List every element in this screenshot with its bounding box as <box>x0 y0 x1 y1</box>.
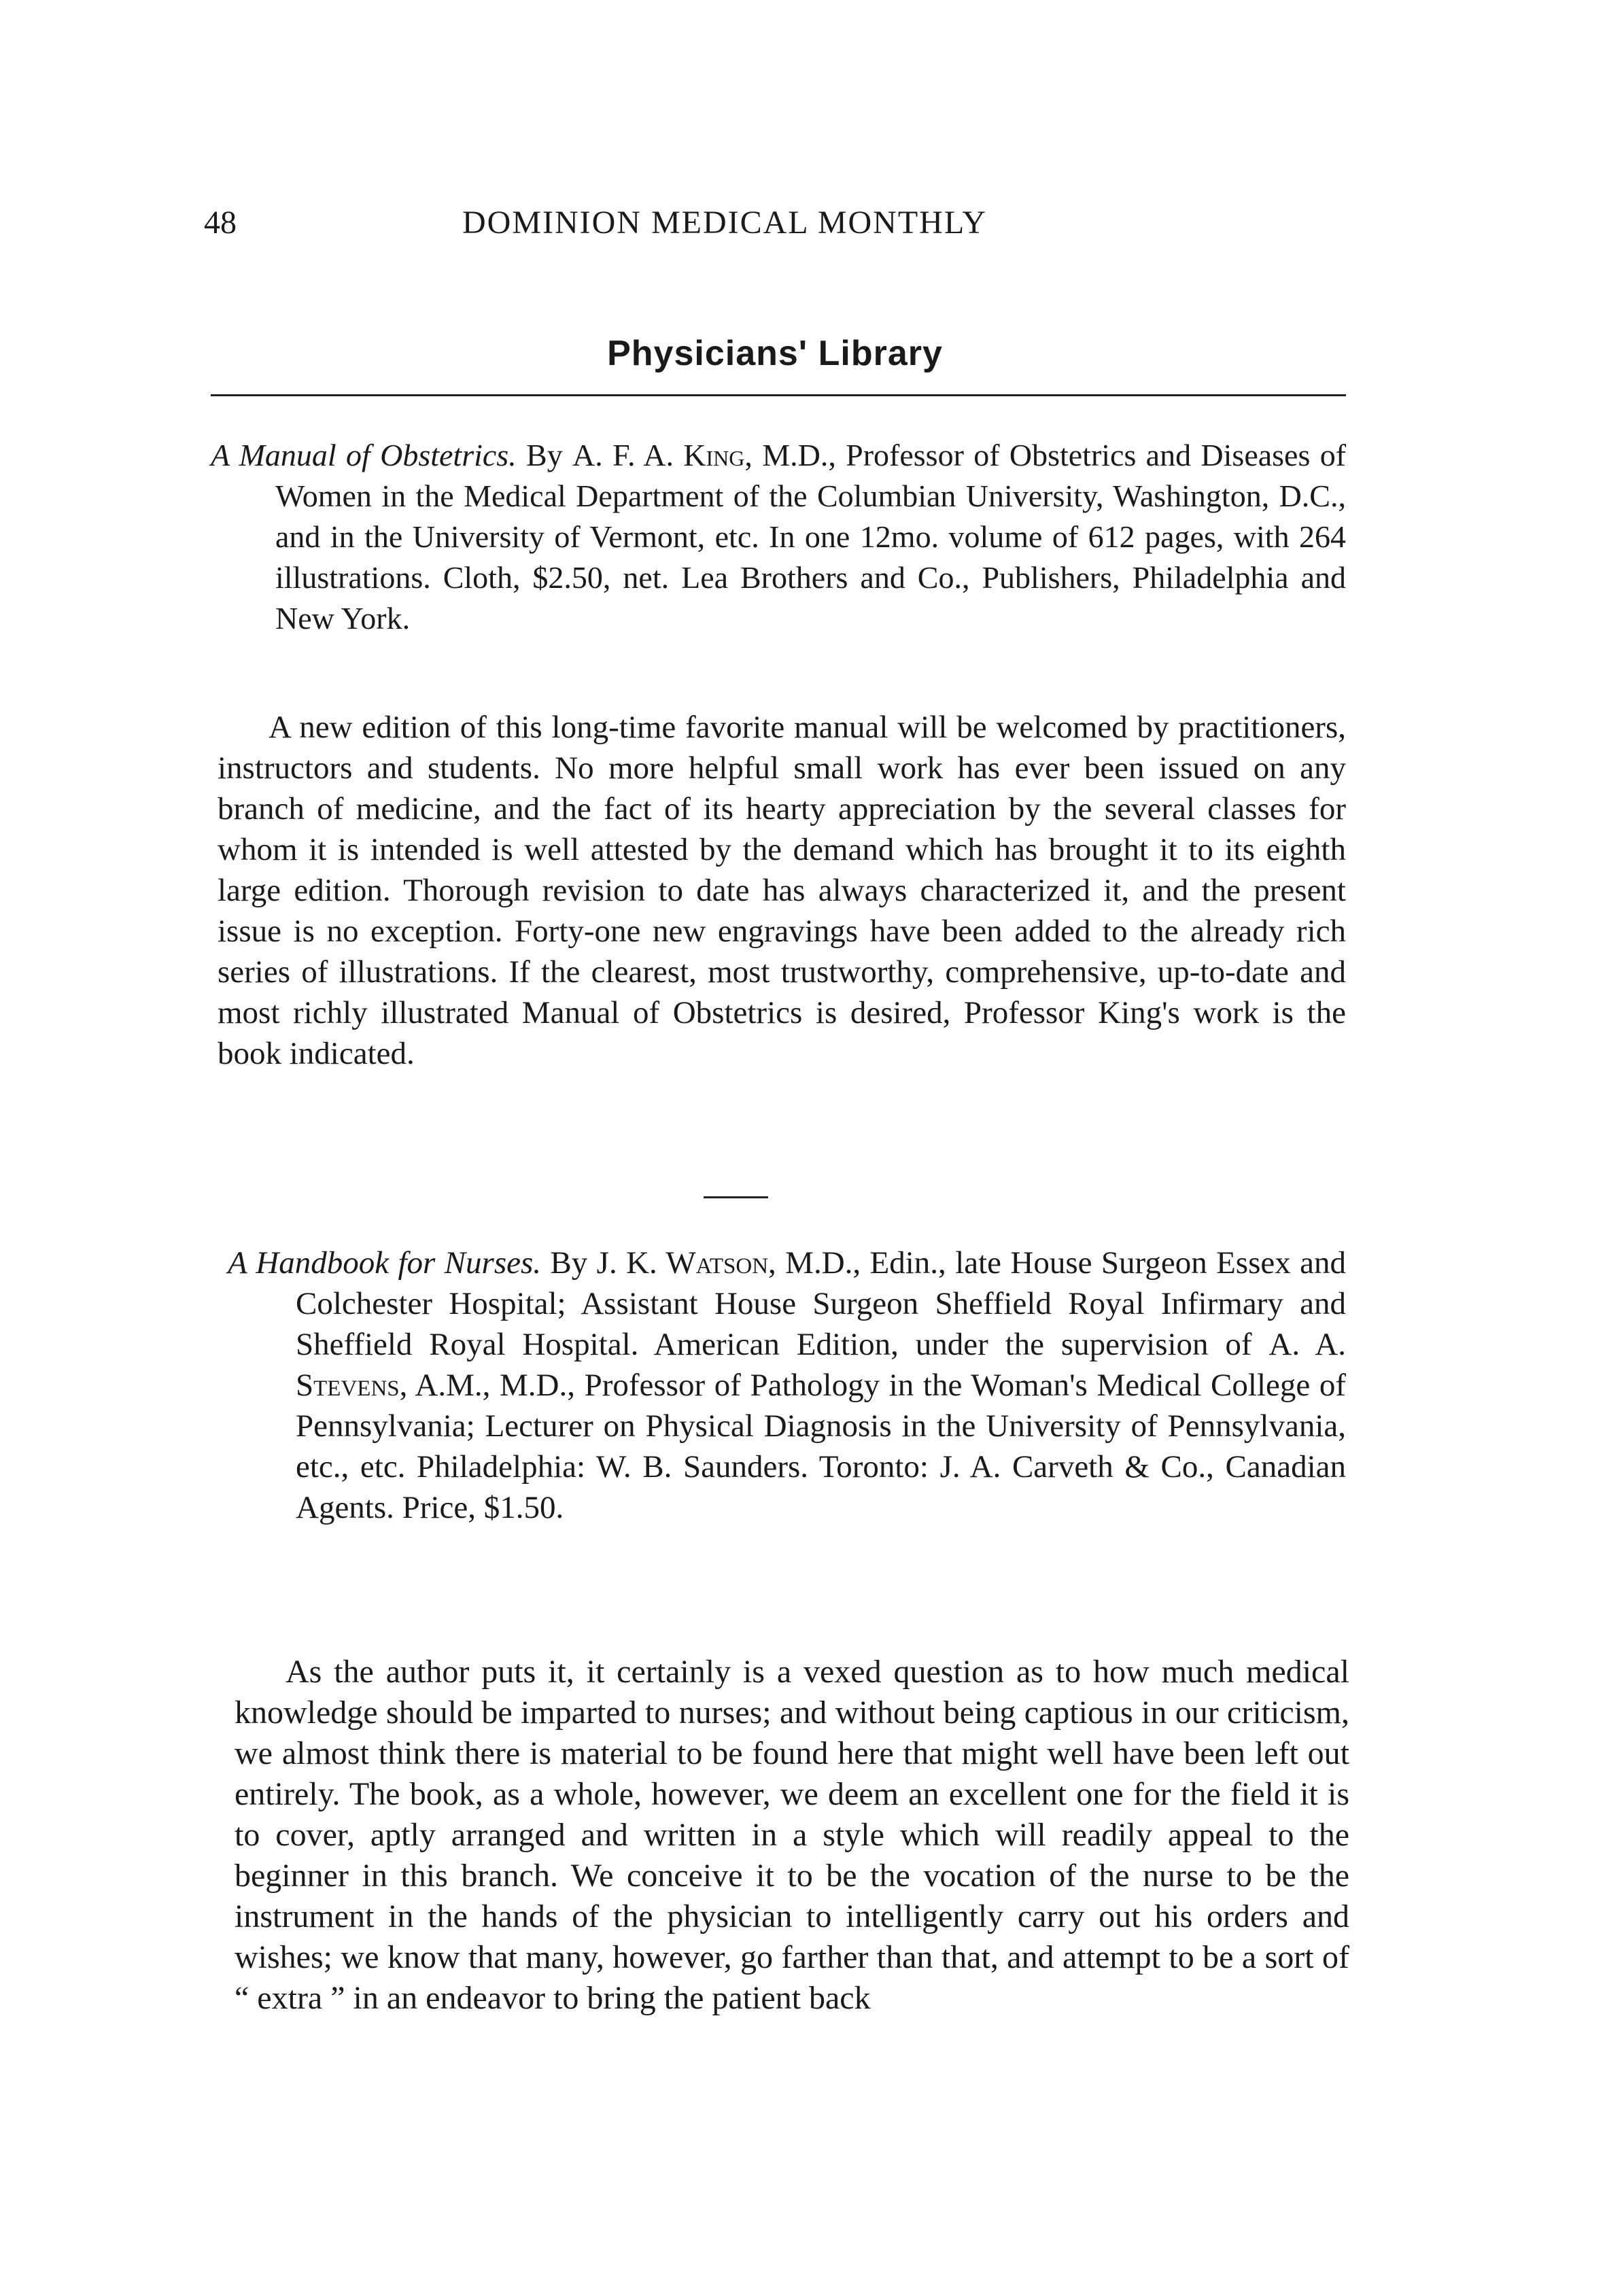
editor-name: A. A. Stevens <box>296 1327 1347 1403</box>
section-title: Physicians' Library <box>607 334 943 373</box>
by-text: By <box>516 438 573 472</box>
author-name: J. K. Watson <box>596 1245 769 1281</box>
citation-details: , M.D., Professor of Obstetrics and Diseases of Women in the Medical Department of the Columbian University, Washington, D.C., and in the University of Vermont, etc. In one 12mo. volume of 612 pages, with 264 illustrations. Cloth, $2.50, net. Lea Brothers and Co., Publishers, Philadelphia and New York. <box>275 438 1347 636</box>
citation-details: , M.D., Edin., late House Surgeon Essex and Colchester Hospital; Assistant House Surgeon Sheffield Royal Infirmary and Sheffield Royal Hospital. American Edition, under the supervision of <box>296 1245 1347 1362</box>
book-citation <box>211 435 1346 639</box>
section-divider <box>704 1196 768 1198</box>
page-number: 48 <box>204 205 237 241</box>
book-title: A Handbook for Nurses. <box>228 1245 542 1281</box>
review-paragraph: A new edition of this long-time favorite manual will be welcomed by practitioners, instructors and students. No more helpful small work has ever been issued on any branch of medicine, and the fact of its hearty appreciation by the several classes for whom it is intended is well attested by the demand which has brought it to its eighth large edition. Thorough revision to date has always characterized it, and the present issue is no exception. Forty-one new engravings have been added to the already rich series of illustrations. If the clearest, most trustworthy, comprehensive, up-to-date and most richly illustrated Manual of Obstetrics is desired, Professor King's work is the book indicated. <box>218 710 1346 1071</box>
by-text: By <box>541 1245 597 1281</box>
journal-title: DOMINION MEDICAL MONTHLY <box>462 205 988 241</box>
section-rule <box>211 394 1346 396</box>
book-title: A Manual of Obstetrics. <box>211 438 517 472</box>
book-citation <box>228 1243 1346 1528</box>
running-head <box>204 204 1346 258</box>
author-name: A. F. A. King <box>572 438 745 472</box>
citation-details: , A.M., M.D., Professor of Pathology in the Woman's Medical College of Pennsylvania; Lecturer on Physical Diagnosis in the University of Pennsylvania, etc., etc. Philadelphia: W. B. Saunders. Toronto: J. A. Carveth & Co., Canadian Agents. Price, $1.50. <box>296 1368 1346 1525</box>
review-paragraph: As the author puts it, it certainly is a vexed question as to how much medical knowledge should be imparted to nurses; and without being captious in our criticism, we almost think there is material to be found here that might well have been left out entirely. The book, as a whole, however, we deem an excellent one for the field it is to cover, aptly arranged and written in a style which will readily appeal to the beginner in this branch. We conceive it to be the vocation of the nurse to be the instrument in the hands of the physician to intelligently carry out his orders and wishes; we know that many, however, go farther than that, and attempt to be a sort of “ extra ” in an endeavor to bring the patient back <box>235 1654 1349 2016</box>
